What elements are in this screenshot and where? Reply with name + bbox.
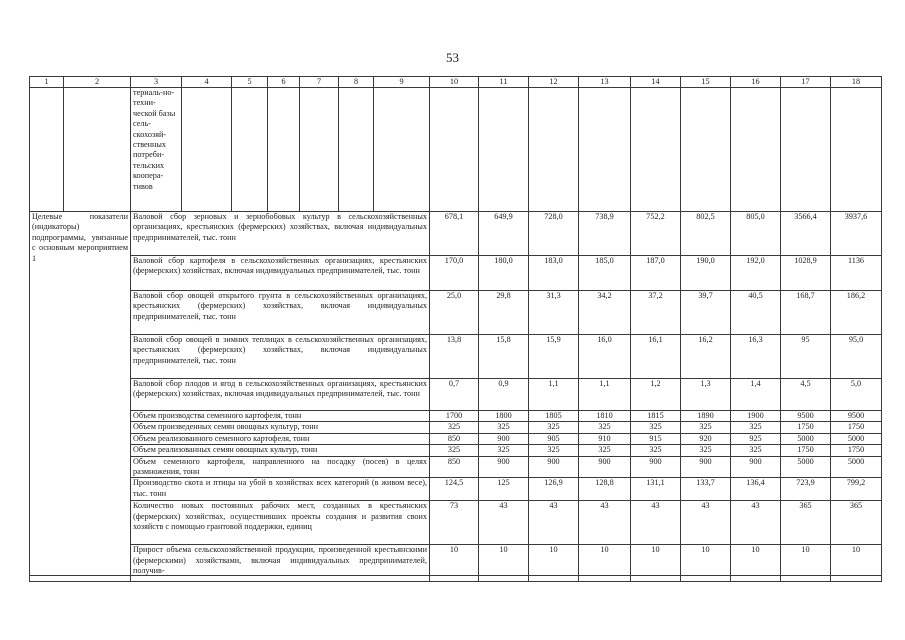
indicator-value: 649,9 [479,212,529,256]
indicator-value: 1750 [831,445,882,456]
indicator-value: 168,7 [781,291,831,335]
indicator-value: 325 [731,422,781,433]
indicator-value: 10 [579,545,631,582]
indicator-value: 0,7 [430,379,479,411]
continuation-row [30,88,882,212]
indicator-name: Объем семенного картофеля, направленного на посадку (посев) в целях размножения, тонн [131,456,430,478]
indicator-value: 910 [579,433,631,444]
indicator-value: 900 [479,456,529,478]
indicator-value: 9500 [831,411,882,422]
indicator-row [30,379,882,411]
indicator-value: 16,3 [731,335,781,379]
column-number: 3 [131,77,182,88]
indicator-name: Валовой сбор зерновых и зернобобовых культур в сельскохозяйственных организациях, крестьянских (фермерских) хозяйствах, включая индивидуальных предпринимателей, тыс. тонн [131,212,430,256]
indicator-value: 1700 [430,411,479,422]
indicator-value: 850 [430,433,479,444]
indicator-value: 39,7 [681,291,731,335]
indicator-value: 1028,9 [781,256,831,291]
indicator-value: 1,4 [731,379,781,411]
indicator-name: Валовой сбор овощей в зимних теплицах в сельскохозяйственных организациях, крестьянских (фермерских) хозяйствах, включая индивидуальных предпринимателей, тыс. тонн [131,335,430,379]
indicator-value: 3937,6 [831,212,882,256]
indicator-value: 5000 [831,433,882,444]
column-number: 14 [631,77,681,88]
indicator-value: 728,0 [529,212,579,256]
indicator-row [30,456,882,478]
indicator-value: 16,0 [579,335,631,379]
indicator-value: 325 [430,445,479,456]
continuation-text: териаль-но-техни-ческой базы сель-скохозяй-ственных потреби-тельских коопера-тивов [131,88,182,212]
indicator-value: 802,5 [681,212,731,256]
indicator-value: 325 [631,422,681,433]
indicator-value: 1,3 [681,379,731,411]
indicator-value: 131,1 [631,478,681,501]
indicator-value: 850 [430,456,479,478]
column-number: 2 [64,77,131,88]
indicator-value: 325 [579,422,631,433]
indicator-value: 125 [479,478,529,501]
indicator-value: 192,0 [731,256,781,291]
indicator-row [30,212,882,256]
indicator-value: 900 [479,433,529,444]
column-number: 16 [731,77,781,88]
indicator-value: 5,0 [831,379,882,411]
column-number: 17 [781,77,831,88]
indicator-value: 25,0 [430,291,479,335]
indicator-name: Количество новых постоянных рабочих мест, созданных в крестьянских (фермерских) хозяйствах, осуществивших проекты создания и развития своих хозяйств с помощью грантовой поддержки, единиц [131,501,430,545]
indicator-value: 900 [579,456,631,478]
indicator-value: 325 [529,445,579,456]
indicator-value: 34,2 [579,291,631,335]
indicator-row [30,335,882,379]
indicator-value: 325 [631,445,681,456]
indicator-value: 805,0 [731,212,781,256]
indicator-value: 43 [731,501,781,545]
indicator-value: 900 [631,456,681,478]
column-number: 11 [479,77,529,88]
indicator-value: 5000 [781,456,831,478]
column-number: 1 [30,77,64,88]
indicator-value: 1810 [579,411,631,422]
indicator-table [29,76,882,582]
indicator-value: 1890 [681,411,731,422]
indicator-value: 1750 [781,445,831,456]
indicator-name: Объем произведенных семян овощных культур, тонн [131,422,430,433]
indicator-name: Производство скота и птицы на убой в хозяйствах всех категорий (в живом весе), тыс. тонн [131,478,430,501]
indicator-value: 1,1 [529,379,579,411]
indicator-value: 325 [579,445,631,456]
indicator-value: 128,8 [579,478,631,501]
column-number: 13 [579,77,631,88]
indicator-row [30,445,882,456]
indicator-row [30,433,882,444]
table-bottom-rule [29,575,881,576]
indicator-name: Валовой сбор овощей открытого грунта в сельскохозяйственных организациях, крестьянских (фермерских) хозяйствах, включая индивидуальных предпринимателей, тыс. тонн [131,291,430,335]
indicator-value: 15,8 [479,335,529,379]
indicator-value: 10 [430,545,479,582]
indicator-value: 925 [731,433,781,444]
indicator-value: 40,5 [731,291,781,335]
indicator-value: 325 [731,445,781,456]
indicator-value: 3566,4 [781,212,831,256]
indicator-name: Валовой сбор плодов и ягод в сельскохозяйственных организациях, крестьянских (фермерских) хозяйствах, включая индивидуальных предпринимателей, тыс. тонн [131,379,430,411]
indicator-value: 190,0 [681,256,731,291]
indicator-value: 95 [781,335,831,379]
indicator-row [30,411,882,422]
indicator-value: 187,0 [631,256,681,291]
indicator-value: 365 [831,501,882,545]
indicator-value: 1750 [781,422,831,433]
indicator-value: 1136 [831,256,882,291]
group-label: Целевые показатели (индикаторы) подпрограммы, увязанные с основным мероприятием 1 [30,212,131,582]
indicator-name: Прирост объема сельскохозяйственной продукции, произведенной крестьянскими (фермерскими) хозяйствами, включая индивидуальных предпринимателей, получив- [131,545,430,582]
indicator-value: 9500 [781,411,831,422]
indicator-value: 183,0 [529,256,579,291]
indicator-value: 43 [681,501,731,545]
indicator-value: 0,9 [479,379,529,411]
indicator-value: 325 [430,422,479,433]
indicator-value: 95,0 [831,335,882,379]
indicator-value: 16,1 [631,335,681,379]
indicator-row [30,501,882,545]
indicator-value: 10 [681,545,731,582]
indicator-value: 126,9 [529,478,579,501]
indicator-value: 5000 [781,433,831,444]
indicator-value: 4,5 [781,379,831,411]
indicator-name: Валовой сбор картофеля в сельскохозяйственных организациях, крестьянских (фермерских) хозяйствах, включая индивидуальных предпринимателей, тыс. тонн [131,256,430,291]
column-number: 12 [529,77,579,88]
indicator-value: 31,3 [529,291,579,335]
indicator-value: 723,9 [781,478,831,501]
indicator-value: 325 [479,445,529,456]
indicator-value: 136,4 [731,478,781,501]
indicator-value: 37,2 [631,291,681,335]
indicator-row [30,478,882,501]
indicator-value: 73 [430,501,479,545]
indicator-name: Объем реализованных семян овощных культур, тонн [131,445,430,456]
indicator-value: 365 [781,501,831,545]
column-number: 10 [430,77,479,88]
indicator-value: 15,9 [529,335,579,379]
indicator-value: 799,2 [831,478,882,501]
indicator-value: 1800 [479,411,529,422]
indicator-value: 180,0 [479,256,529,291]
indicator-value: 900 [681,456,731,478]
indicator-value: 900 [529,456,579,478]
column-number: 4 [182,77,232,88]
indicator-value: 10 [529,545,579,582]
indicator-row [30,291,882,335]
indicator-row [30,422,882,433]
indicator-name: Объем реализованного семенного картофеля, тонн [131,433,430,444]
indicator-value: 10 [479,545,529,582]
indicator-value: 10 [781,545,831,582]
indicator-value: 1805 [529,411,579,422]
indicator-value: 185,0 [579,256,631,291]
indicator-row [30,545,882,582]
indicator-value: 900 [731,456,781,478]
indicator-value: 124,5 [430,478,479,501]
indicator-value: 10 [831,545,882,582]
column-number: 7 [300,77,339,88]
indicator-value: 43 [579,501,631,545]
indicator-value: 1750 [831,422,882,433]
indicator-value: 43 [479,501,529,545]
column-number: 18 [831,77,882,88]
page-number: 53 [446,50,459,65]
indicator-value: 170,0 [430,256,479,291]
indicator-value: 133,7 [681,478,731,501]
indicator-value: 738,9 [579,212,631,256]
indicator-row [30,256,882,291]
indicator-rows [30,212,882,582]
indicator-value: 16,2 [681,335,731,379]
indicator-value: 186,2 [831,291,882,335]
indicator-value: 1900 [731,411,781,422]
indicator-value: 10 [631,545,681,582]
indicator-value: 915 [631,433,681,444]
indicator-value: 29,8 [479,291,529,335]
indicator-value: 1,1 [579,379,631,411]
indicator-value: 325 [681,422,731,433]
indicator-name: Объем производства семенного картофеля, тонн [131,411,430,422]
indicator-value: 752,2 [631,212,681,256]
indicator-value: 13,8 [430,335,479,379]
indicator-value: 10 [731,545,781,582]
indicator-value: 325 [529,422,579,433]
indicator-value: 678,1 [430,212,479,256]
column-number: 8 [339,77,374,88]
indicator-value: 43 [631,501,681,545]
indicator-value: 5000 [831,456,882,478]
indicator-value: 1,2 [631,379,681,411]
indicator-value: 905 [529,433,579,444]
indicator-value: 325 [681,445,731,456]
column-number: 15 [681,77,731,88]
indicator-value: 43 [529,501,579,545]
column-number: 9 [374,77,430,88]
indicator-value: 1815 [631,411,681,422]
indicator-value: 920 [681,433,731,444]
column-number: 5 [232,77,268,88]
indicator-value: 325 [479,422,529,433]
column-number-row [30,77,882,88]
column-number: 6 [268,77,300,88]
